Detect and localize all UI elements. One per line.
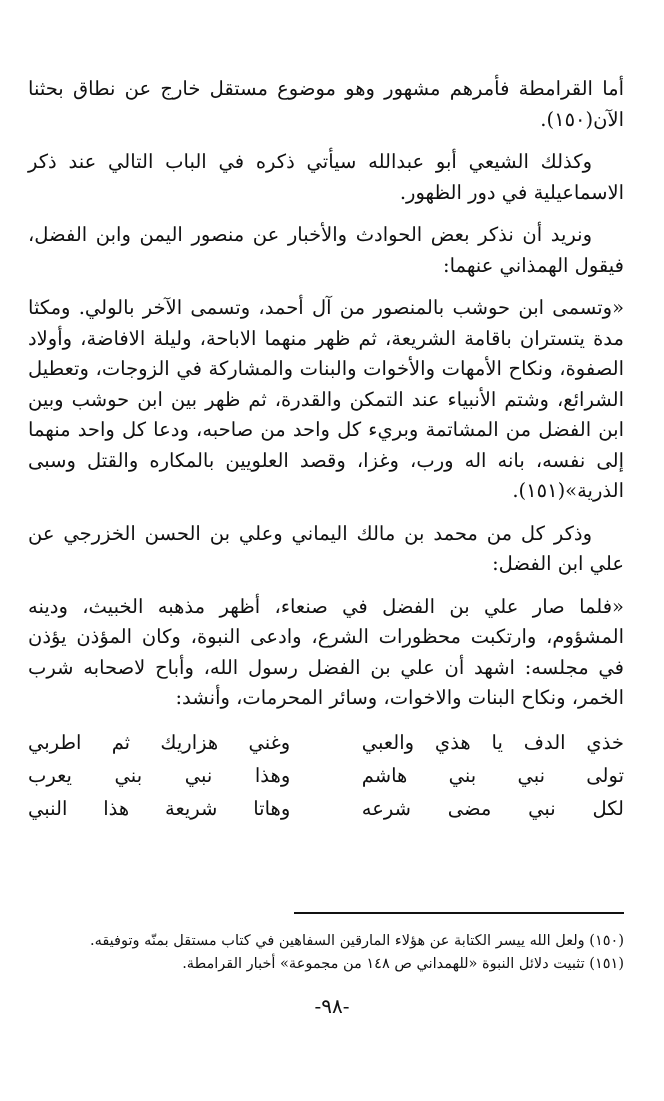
poem-verse <box>28 726 624 759</box>
paragraph-shii-abu-abdallah: وكذلك الشيعي أبو عبدالله سيأتي ذكره في الباب التالي عند ذكر الاسماعيلية في دور الظهور. <box>28 150 624 204</box>
main-text <box>28 74 624 825</box>
verse-first-hemistich: لكل نبي مضى شرعه <box>361 796 624 820</box>
paragraph-intro-hamdani: ونريد أن نذكر بعض الحوادث والأخبار عن منصور اليمن وابن الفضل، فيقول الهمذاني عنهما: <box>28 223 624 277</box>
poem-verse <box>28 759 624 792</box>
footnote-150: (١٥٠) ولعل الله ييسر الكتابة عن هؤلاء المارقين السفاهين في كتاب مستقل بمنّه وتوفيقه. <box>89 933 624 949</box>
paragraph-qarmatians: أما القرامطة فأمرهم مشهور وهو موضوع مستقل خارج عن نطاق بحثنا الآن(١٥٠). <box>28 77 624 131</box>
verse-second-hemistich: وغني هزاريك ثم اطربي <box>28 730 291 754</box>
footnote-separator <box>294 912 624 914</box>
quote-hamdani: «وتسمى ابن حوشب بالمنصور من آل أحمد، وتسمى الآخر بالولي. ومكثا مدة يتستران باقامة الشريعة، ثم ظهر منهما الاباحة، وليلة الافاضة، وأولاد الصفوة، ونكاح الأمهات والأخوات والبنات والمشاركة في الزوجات، وتعطيل الشرائع، وشتم الأنبياء عند التمكن والقدرة، ثم ظهر بين ابن حوشب وبين ابن الفضل من المشاتمة وبريء كل واحد من صاحبه، ودعا كل واحد منهما إلى نفسه، بانه اله ورب، وغزا، وقصد العلويين بالمكاره والقتل وسبى الذرية»(١٥١). <box>28 296 624 502</box>
verse-first-hemistich: خذي الدف يا هذي والعبي <box>361 730 624 754</box>
verse-second-hemistich: وهذا نبي بني يعرب <box>28 763 291 787</box>
quote-ali-ibn-fadl: «فلما صار علي بن الفضل في صنعاء، أظهر مذهبه الخبيث، ودينه المشؤوم، وارتكبت محظورات الشرع، وادعى النبوة، وكان المؤذن يؤذن في مجلسه: اشهد أن علي بن الفضل رسول الله، وأباح لاصحابه شرب الخمر، ونكاح البنات والاخوات، وسائر المحرمات، وأنشد: <box>28 594 624 709</box>
verse-first-hemistich: تولى نبي بني هاشم <box>361 763 624 787</box>
poem-verse <box>28 792 624 825</box>
poem <box>28 726 624 825</box>
verse-second-hemistich: وهاتا شريعة هذا النبي <box>28 796 291 820</box>
footnotes <box>28 930 624 976</box>
paragraph-intro-khazraji: وذكر كل من محمد بن مالك اليماني وعلي بن الحسن الخزرجي عن علي ابن الفضل: <box>28 521 624 575</box>
footnote-151: (١٥١) تثبيت دلائل النبوة «للهمداني ص ١٤٨ من مجموعة» أخبار القرامطة. <box>182 956 624 972</box>
page-number: -٩٨- <box>314 994 350 1018</box>
